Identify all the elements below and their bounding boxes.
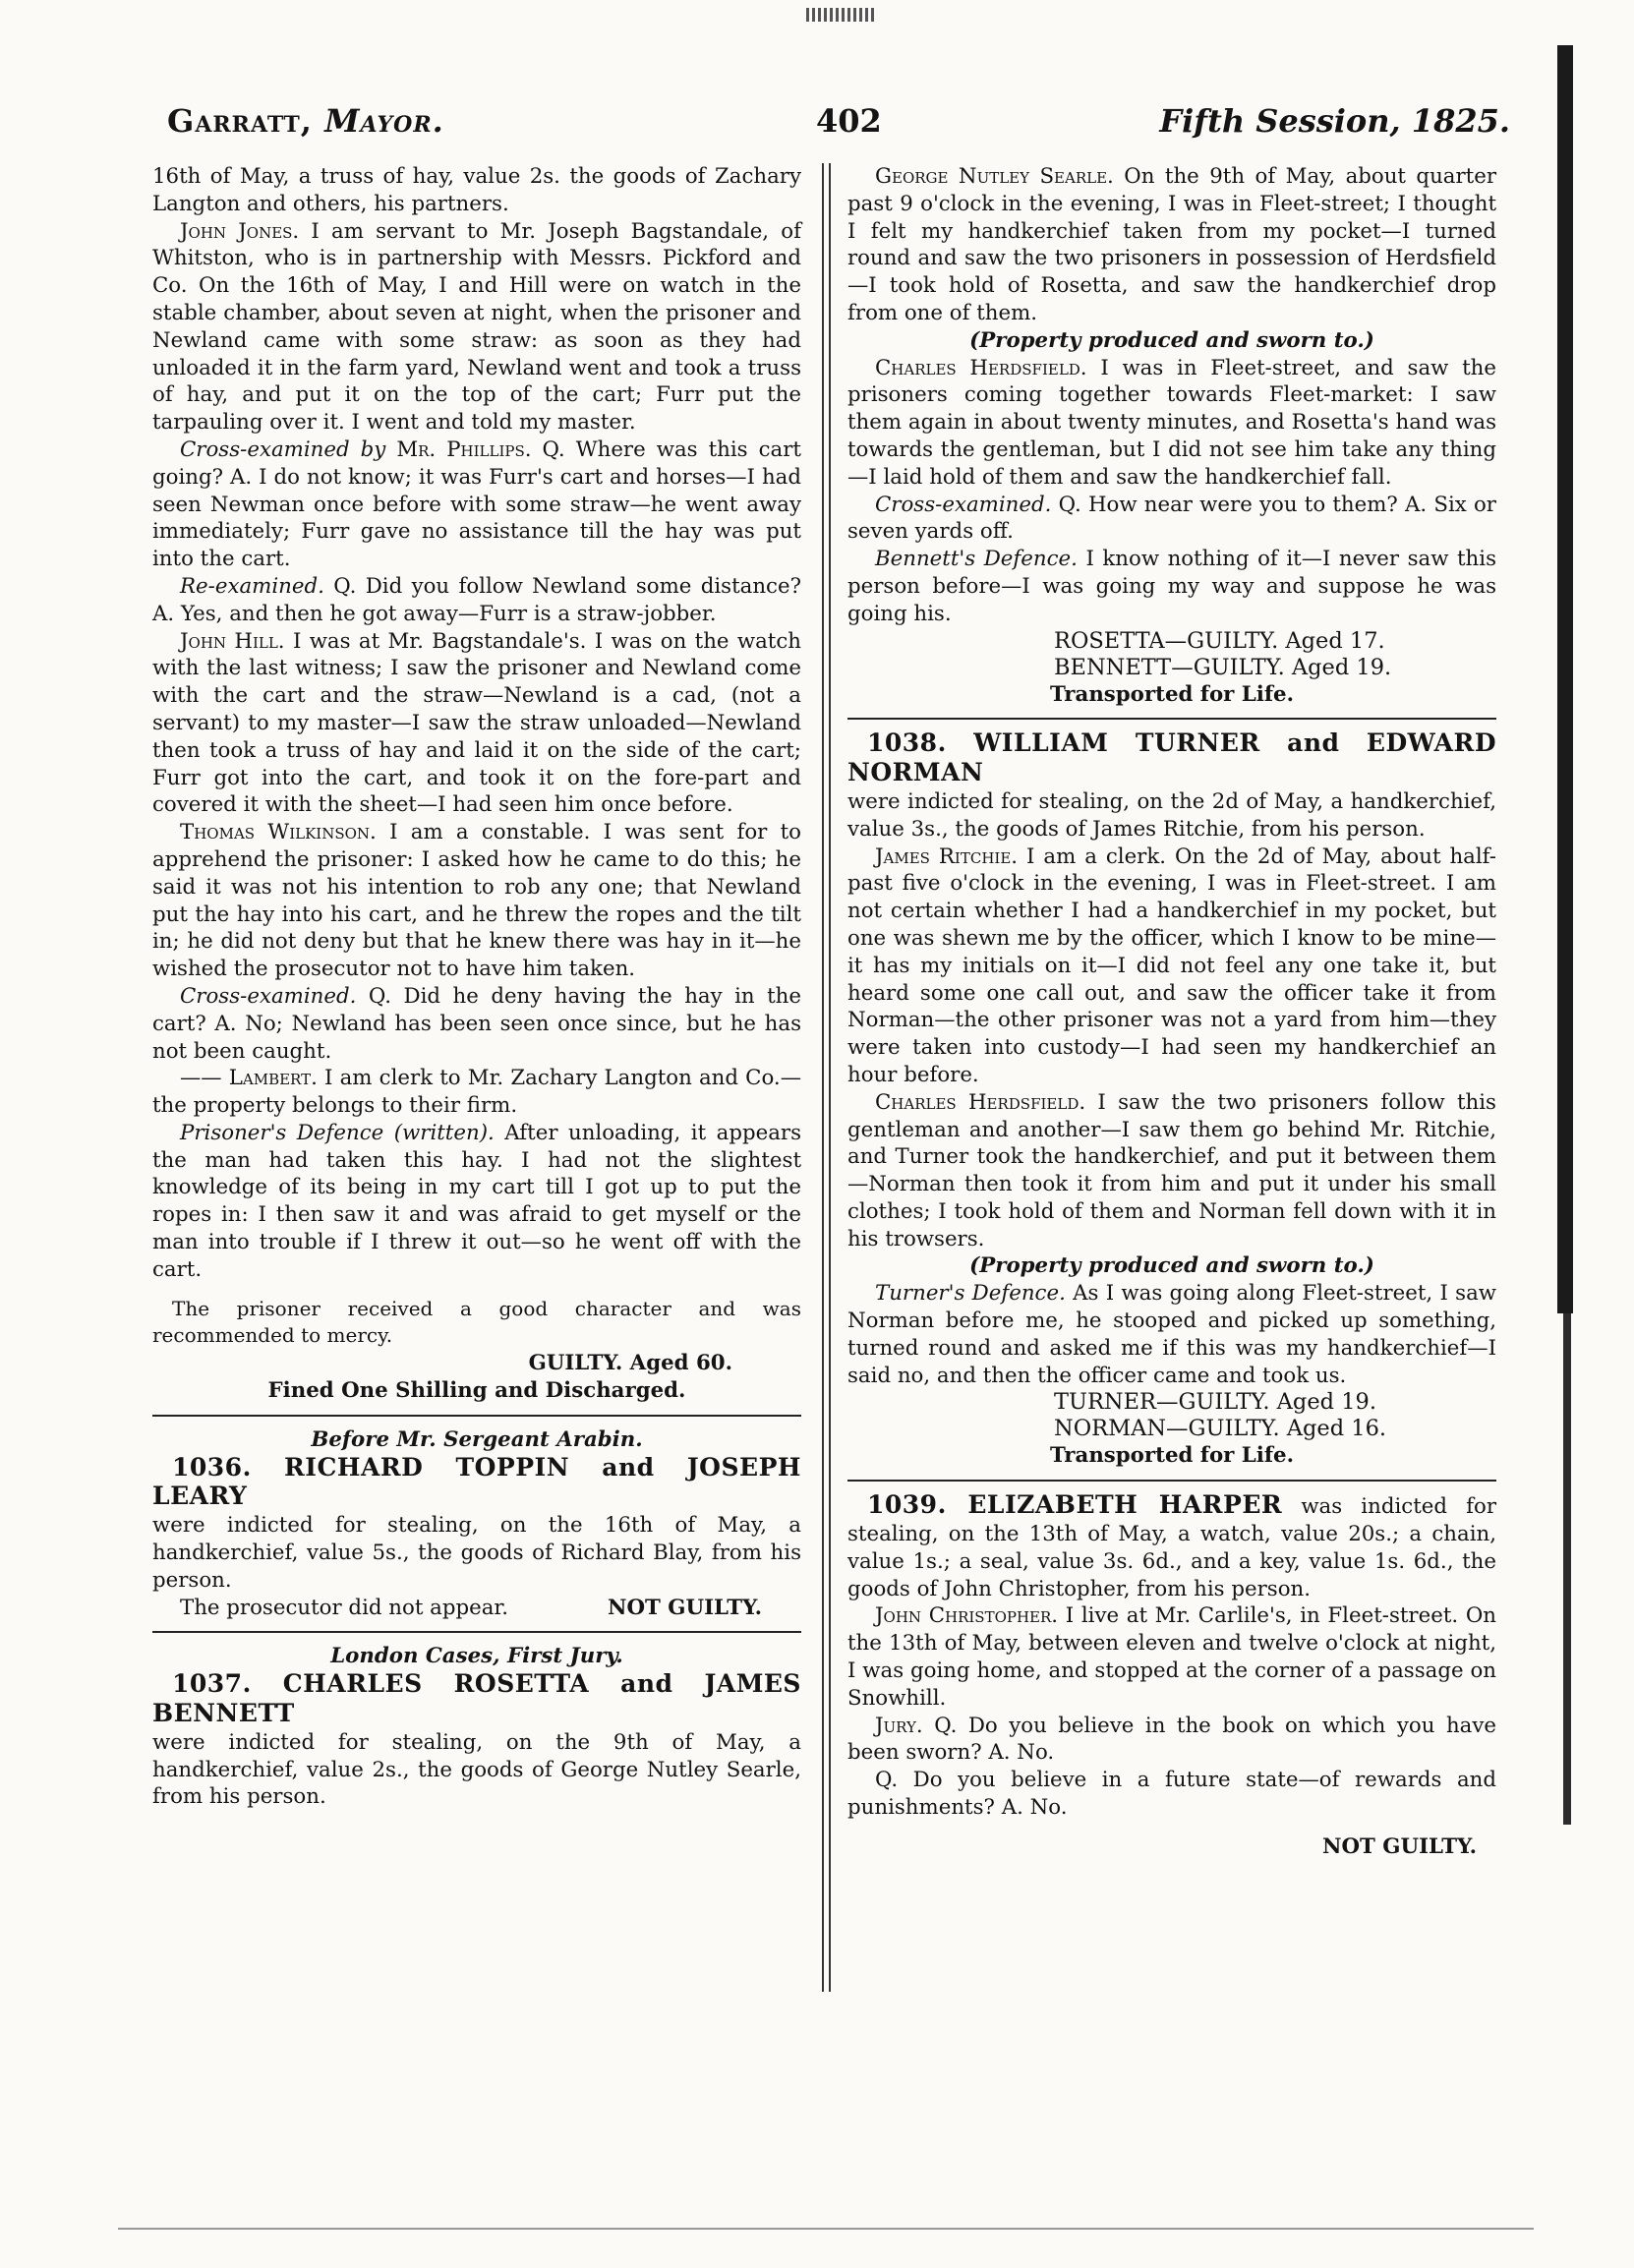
witness-name: Charles Herdsfield.: [875, 355, 1087, 380]
case-title: 1037. CHARLES ROSETTA and JAMES BENNETT: [152, 1669, 801, 1728]
witness-name: —— Lambert.: [180, 1066, 318, 1091]
prisoner-defence: [847, 546, 1496, 627]
paragraph: 16th of May, a truss of hay, value 2s. the goods of Zachary Langton and others, his partners.: [152, 164, 801, 216]
indictment: were indicted for stealing, on the 9th of May, a handkerchief, value 2s., the goods of George Nutley Searle, from his person.: [152, 1729, 801, 1810]
case-1039: [847, 1491, 1496, 1602]
indictment: was indicted for stealing, on the 13th of May, a watch, value 20s.; a chain, value 1s.; a seal, value 3s. 6d., and a key, value 1s. 6d., the goods of John Christopher, from his person.: [847, 1494, 1496, 1601]
testimony: [847, 355, 1496, 492]
page-edge-shadow-lower: [1563, 1313, 1571, 1825]
page-edge-shadow: [1557, 45, 1573, 1313]
header-session: Fifth Session, 1825.: [1159, 102, 1510, 140]
column-divider: [822, 163, 831, 1992]
verdict-line: [1054, 655, 1496, 681]
exam-text: Q. Where was this cart going? A. I do not know; it was Furr's cart and horses—I had seen Newman once before with some straw—he went away immediately; Furr gave no assistance till the hay was put into the cart.: [152, 436, 801, 572]
indictment: were indicted for stealing, on the 2d of May, a handkerchief, value 3s., the goods of James Ritchie, from his person.: [847, 788, 1496, 842]
sentence: Fined One Shilling and Discharged.: [267, 1378, 686, 1404]
testimony-text: I am servant to Mr. Joseph Bagstandale, of Whitston, who is in partnership with Messrs. Pickford and Co. On the 16th of May, I and Hill were on watch in the stable chamber, about seven at night, when the prisoner and Newland came with some straw: as soon as they had unloaded it in the farm yard, Newland went and took a truss of hay, and put it on the top of the cart; Furr put the tarpauling over it. I went and told my master.: [152, 218, 801, 436]
verdict: BENNETT—GUILTY.: [1054, 654, 1285, 680]
testimony: [847, 1602, 1496, 1712]
verdict-age: Aged 19.: [1276, 1389, 1376, 1416]
testimony: [152, 1065, 801, 1120]
property-note: (Property produced and sworn to.): [969, 1253, 1374, 1279]
verdict-line: [1054, 1389, 1496, 1416]
header-mayor-title: Mayor.: [324, 102, 444, 140]
prisoner-defence: [847, 1280, 1496, 1389]
counsel-name: Mr. Phillips.: [396, 436, 532, 462]
witness-name: George Nutley Searle.: [875, 164, 1114, 189]
testimony-text: I was in Fleet-street, and saw the prisoners coming together towards Fleet-market: I saw them again in about twenty minutes, and Rosetta's hand was towards the gentleman, but I did not see him take any thing—I laid hold of them and saw the handkerchief fall.: [847, 355, 1496, 490]
testimony-text: I was at Mr. Bagstandale's. I was on the watch with the last witness; I saw the prisoner and Newland come with the cart and the straw—Newland is a cad, (not a servant) to my master—I saw the straw unloaded—Newland then took a truss of hay and laid it on the side of the cart; Furr got into the cart, and took it on the fore-part and covered it with the sheet—I had seen him once before.: [152, 628, 801, 818]
case-1036: [152, 1454, 801, 1513]
section-rule: [152, 1415, 801, 1417]
print-mark: [806, 8, 875, 22]
exam-label: Cross-examined by: [180, 436, 386, 462]
testimony: [847, 843, 1496, 1089]
prisoner-defence: [152, 1120, 801, 1284]
header-mayor-name: Garratt,: [167, 102, 313, 140]
witness-name: John Christopher.: [875, 1603, 1059, 1629]
case-title: 1039. ELIZABETH HARPER: [867, 1490, 1283, 1520]
verdict: GUILTY. Aged 60.: [528, 1351, 732, 1376]
case-1037: [152, 1670, 801, 1729]
verdict: NOT GUILTY.: [1322, 1833, 1477, 1859]
verdict: NOT GUILTY.: [608, 1595, 762, 1620]
verdict-block: [847, 628, 1496, 681]
testimony-text: I live at Mr. Carlile's, in Fleet-street. On the 13th of May, between eleven and twelve o'clock at night, I was going home, and stopped at the corner of a passage on Snowhill.: [847, 1603, 1496, 1711]
exam-text: Q. How near were you to them? A. Six or seven yards off.: [847, 492, 1496, 545]
verdict: TURNER—GUILTY.: [1054, 1389, 1270, 1416]
testimony: [847, 163, 1496, 327]
juror-question: Q. Do you believe in a future state—of rewards and punishments? A. No.: [847, 1768, 1496, 1821]
verdict: ROSETTA—GUILTY.: [1054, 627, 1279, 654]
testimony-text: On the 9th of May, about quarter past 9 o'clock in the evening, I was in Fleet-street; I thought I felt my handkerchief taken from my pocket—I turned round and saw the two prisoners in possession of Herdsfield—I took hold of Rosetta, and saw the handkerchief drop from one of them.: [847, 164, 1497, 325]
testimony: [152, 218, 801, 436]
character-note: The prisoner received a good character and was recommended to mercy.: [152, 1296, 801, 1348]
section-rule: [847, 1480, 1496, 1482]
testimony-text: I saw the two prisoners follow this gentleman and another—I saw them go behind Mr. Ritchie, and Turner took the handkerchief, and put it between them—Norman then took it from him and put it under his small clothes; I took hold of them and Norman fell down with it in his trowsers.: [847, 1089, 1496, 1251]
exam-label: Cross-examined.: [180, 983, 357, 1009]
witness-name: Thomas Wilkinson.: [180, 820, 377, 845]
witness-name: John Hill.: [180, 628, 285, 654]
defence-text: I know nothing of it—I never saw this person before—I was going my way and suppose he was going his.: [847, 547, 1496, 626]
case-title: 1036. RICHARD TOPPIN and JOSEPH LEARY: [152, 1452, 801, 1511]
defence-label: Turner's Defence.: [875, 1281, 1066, 1307]
case-1038: [847, 729, 1496, 788]
property-note: (Property produced and sworn to.): [969, 327, 1374, 353]
defence-label: Prisoner's Defence (written).: [180, 1120, 495, 1145]
verdict-age: Aged 17.: [1285, 627, 1385, 654]
exam-text: Q. Did he deny having the hay in the cart? A. No; Newland has been seen once since, but he has not been caught.: [152, 983, 801, 1064]
page-bottom-rule: [118, 2228, 1534, 2230]
testimony: [152, 628, 801, 820]
exam-label: Cross-examined.: [875, 492, 1052, 517]
page-number: 402: [816, 102, 882, 140]
page-header: [167, 102, 1510, 151]
case-title: 1038. WILLIAM TURNER and EDWARD NORMAN: [847, 728, 1496, 787]
testimony-text: I am a clerk. On the 2d of May, about half-past five o'clock in the evening, I was in Fleet-street. I am not certain whether I had a handkerchief in my pocket, but one was shewn me by the officer, which I know to be mine—it has my initials on it—I did not feel any one take it, but heard some one call out, and saw the officer take it from Norman—the other prisoner was not a yard from him—they were taken into custody—I had seen my handkerchief an hour before.: [847, 843, 1496, 1087]
sentence: Transported for Life.: [1050, 681, 1294, 707]
header-mayor: [167, 102, 444, 140]
testimony: [847, 1089, 1496, 1253]
cross-examination: [152, 983, 801, 1065]
indictment: were indicted for stealing, on the 16th of May, a handkerchief, value 5s., the goods of Richard Blay, from his person.: [152, 1513, 801, 1593]
exam-label: Re-examined.: [180, 573, 324, 599]
juror-question: [847, 1713, 1496, 1768]
witness-name: James Ritchie.: [875, 843, 1019, 869]
verdict-age: Aged 16.: [1286, 1416, 1387, 1442]
re-examination: [152, 573, 801, 628]
cross-examination: [152, 436, 801, 573]
case-outcome: [152, 1595, 801, 1622]
verdict-line: [1054, 628, 1496, 655]
left-column: [152, 163, 801, 1811]
testimony-text: Q. Do you believe in the book on which you have been sworn? A. No.: [847, 1713, 1496, 1766]
defence-text: After unloading, it appears the man had taken this hay. I had not the slightest knowledge of its being in my cart till I got up to put the ropes in: I then saw it and was afraid to get myself or the man into trouble if I threw it out—so he went off with the cart.: [152, 1120, 801, 1282]
verdict: NORMAN—GUILTY.: [1054, 1416, 1280, 1442]
verdict-block: [847, 1389, 1496, 1442]
exam-text: Q. Did you follow Newland some distance? A. Yes, and then he got away—Furr is a straw-jobber.: [152, 573, 802, 626]
defence-text: As I was going along Fleet-street, I saw Norman before me, he stooped and picked up something, turned round and asked me if this was my handkerchief—I said no, and then the officer came and took us.: [847, 1281, 1496, 1388]
testimony: [152, 819, 801, 983]
verdict-line: [1054, 1416, 1496, 1442]
verdict-age: Aged 19.: [1291, 654, 1392, 680]
section-rule: [152, 1631, 801, 1633]
witness-name: Jury.: [875, 1713, 923, 1738]
testimony-text: I am clerk to Mr. Zachary Langton and Co.—the property belongs to their firm.: [152, 1066, 801, 1119]
right-column: [847, 163, 1496, 1861]
witness-name: John Jones.: [180, 218, 300, 244]
testimony-text: I am a constable. I was sent for to apprehend the prisoner: I asked how he came to do this; he said it was not his intention to rob any one; that Newland put the hay into his cart, and he threw the ropes and the tilt in; he did not deny but that he knew there was hay in it—he wished the prosecutor not to have him taken.: [152, 820, 801, 982]
sentence: Transported for Life.: [1050, 1443, 1294, 1469]
outcome-note: The prosecutor did not appear.: [180, 1595, 509, 1620]
defence-label: Bennett's Defence.: [875, 547, 1078, 572]
section-rule: [847, 718, 1496, 720]
section-heading: London Cases, First Jury.: [330, 1644, 623, 1669]
witness-name: Charles Herdsfield.: [875, 1089, 1086, 1115]
cross-examination: [847, 492, 1496, 547]
judge-heading: Before Mr. Sergeant Arabin.: [311, 1426, 643, 1452]
